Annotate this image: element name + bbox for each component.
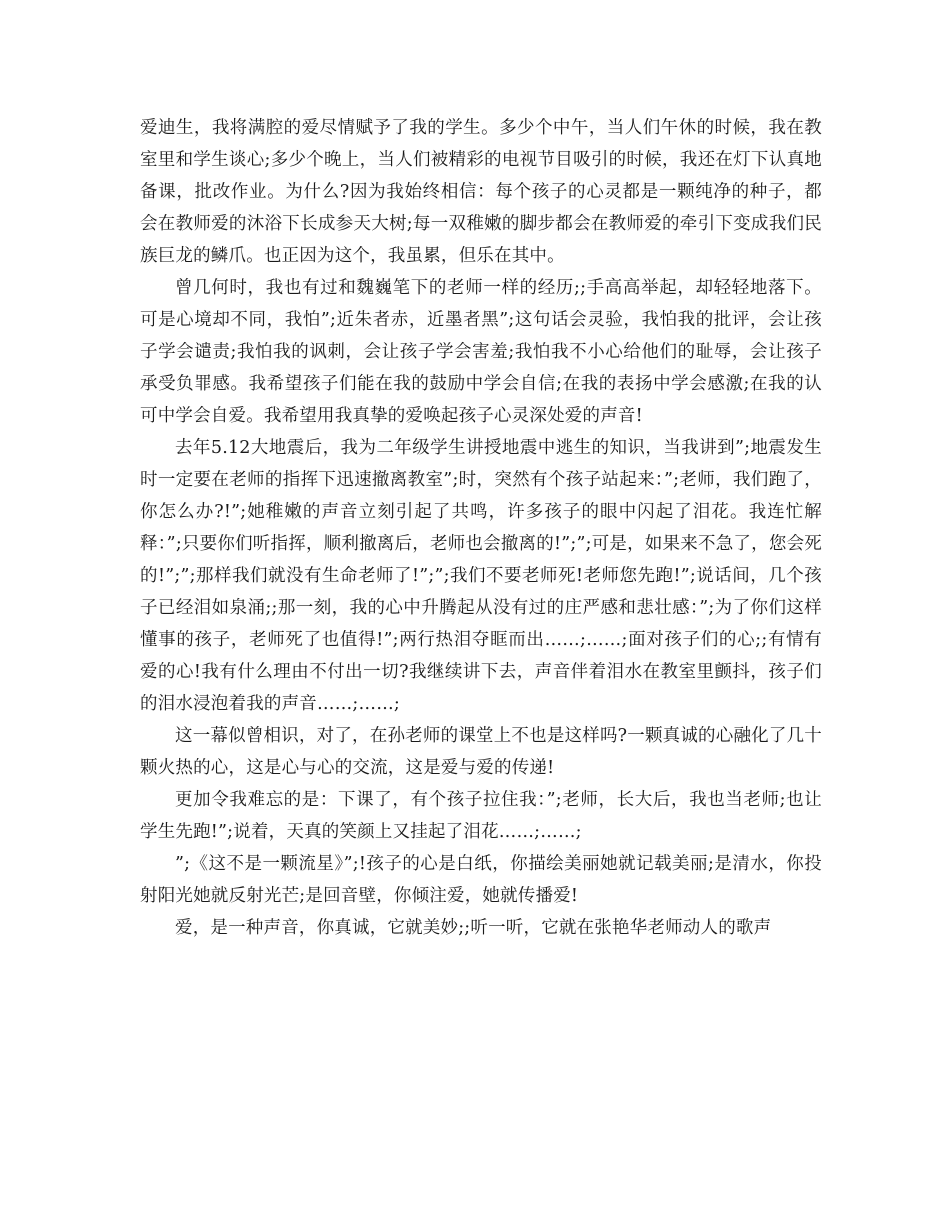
paragraph: 爱，是一种声音，你真诚，它就美妙;;听一听，它就在张艳华老师动人的歌声 [175,918,772,938]
paragraph: ”;《这不是一颗流星》”;!孩子的心是白纸，你描绘美丽她就记载美丽;是清水，你投射阳光她就反射光芒;是回音壁，你倾注爱，她就传播爱! [140,854,822,906]
paragraph: 这一幕似曾相识，对了，在孙老师的课堂上不也是这样吗?一颗真诚的心融化了几十颗火热的心，这是心与心的交流，这是爱与爱的传递! [140,726,822,778]
paragraph: 去年5.12大地震后，我为二年级学生讲授地震中逃生的知识，当我讲到”;地震发生时一定要在老师的指挥下迅速撤离教室”;时，突然有个孩子站起来：”;老师，我们跑了，你怎么办?!”;她稚嫩的声音立刻引起了共鸣，许多孩子的眼中闪起了泪花。我连忙解释：”;只要你们听指挥，顺利撤离后，老师也会撤离的!”;”;可是，如果来不急了，您会死的!”;”;那样我们就没有生命老师了!”;”;我们不要老师死!老师您先跑!”;说话间，几个孩子已经泪如泉涌;;那一刻，我的心中升腾起从没有过的庄严感和悲壮感：”;为了你们这样懂事的孩子，老师死了也值得!”;两行热泪夺眶而出……;……;面对孩子们的心;;有情有爱的心!我有什么理由不付出一切?我继续讲下去，声音伴着泪水在教室里颤抖，孩子们的泪水浸泡着我的声音……;……; [140,438,822,714]
paragraph: 更加令我难忘的是：下课了，有个孩子拉住我：”;老师，长大后，我也当老师;也让学生先跑!”;说着，天真的笑颜上又挂起了泪花……;……; [140,790,822,842]
paragraph: 爱迪生，我将满腔的爱尽情赋予了我的学生。多少个中午，当人们午休的时候，我在教室里和学生谈心;多少个晚上，当人们被精彩的电视节目吸引的时候，我还在灯下认真地备课，批改作业。为什么?因为我始终相信：每个孩子的心灵都是一颗纯净的种子，都会在教师爱的沐浴下长成参天大树;每一双稚嫩的脚步都会在教师爱的牵引下变成我们民族巨龙的鳞爪。也正因为这个，我虽累，但乐在其中。 [140,118,822,266]
paragraph: 曾几何时，我也有过和魏巍笔下的老师一样的经历;;手高高举起，却轻轻地落下。可是心境却不同，我怕”;近朱者赤，近墨者黑”;这句话会灵验，我怕我的批评，会让孩子学会谴责;我怕我的讽刺，会让孩子学会害羞;我怕我不小心给他们的耻辱，会让孩子承受负罪感。我希望孩子们能在我的鼓励中学会自信;在我的表扬中学会感激;在我的认可中学会自爱。我希望用我真挚的爱唤起孩子心灵深处爱的声音! [140,278,822,426]
document-body [140,112,822,944]
